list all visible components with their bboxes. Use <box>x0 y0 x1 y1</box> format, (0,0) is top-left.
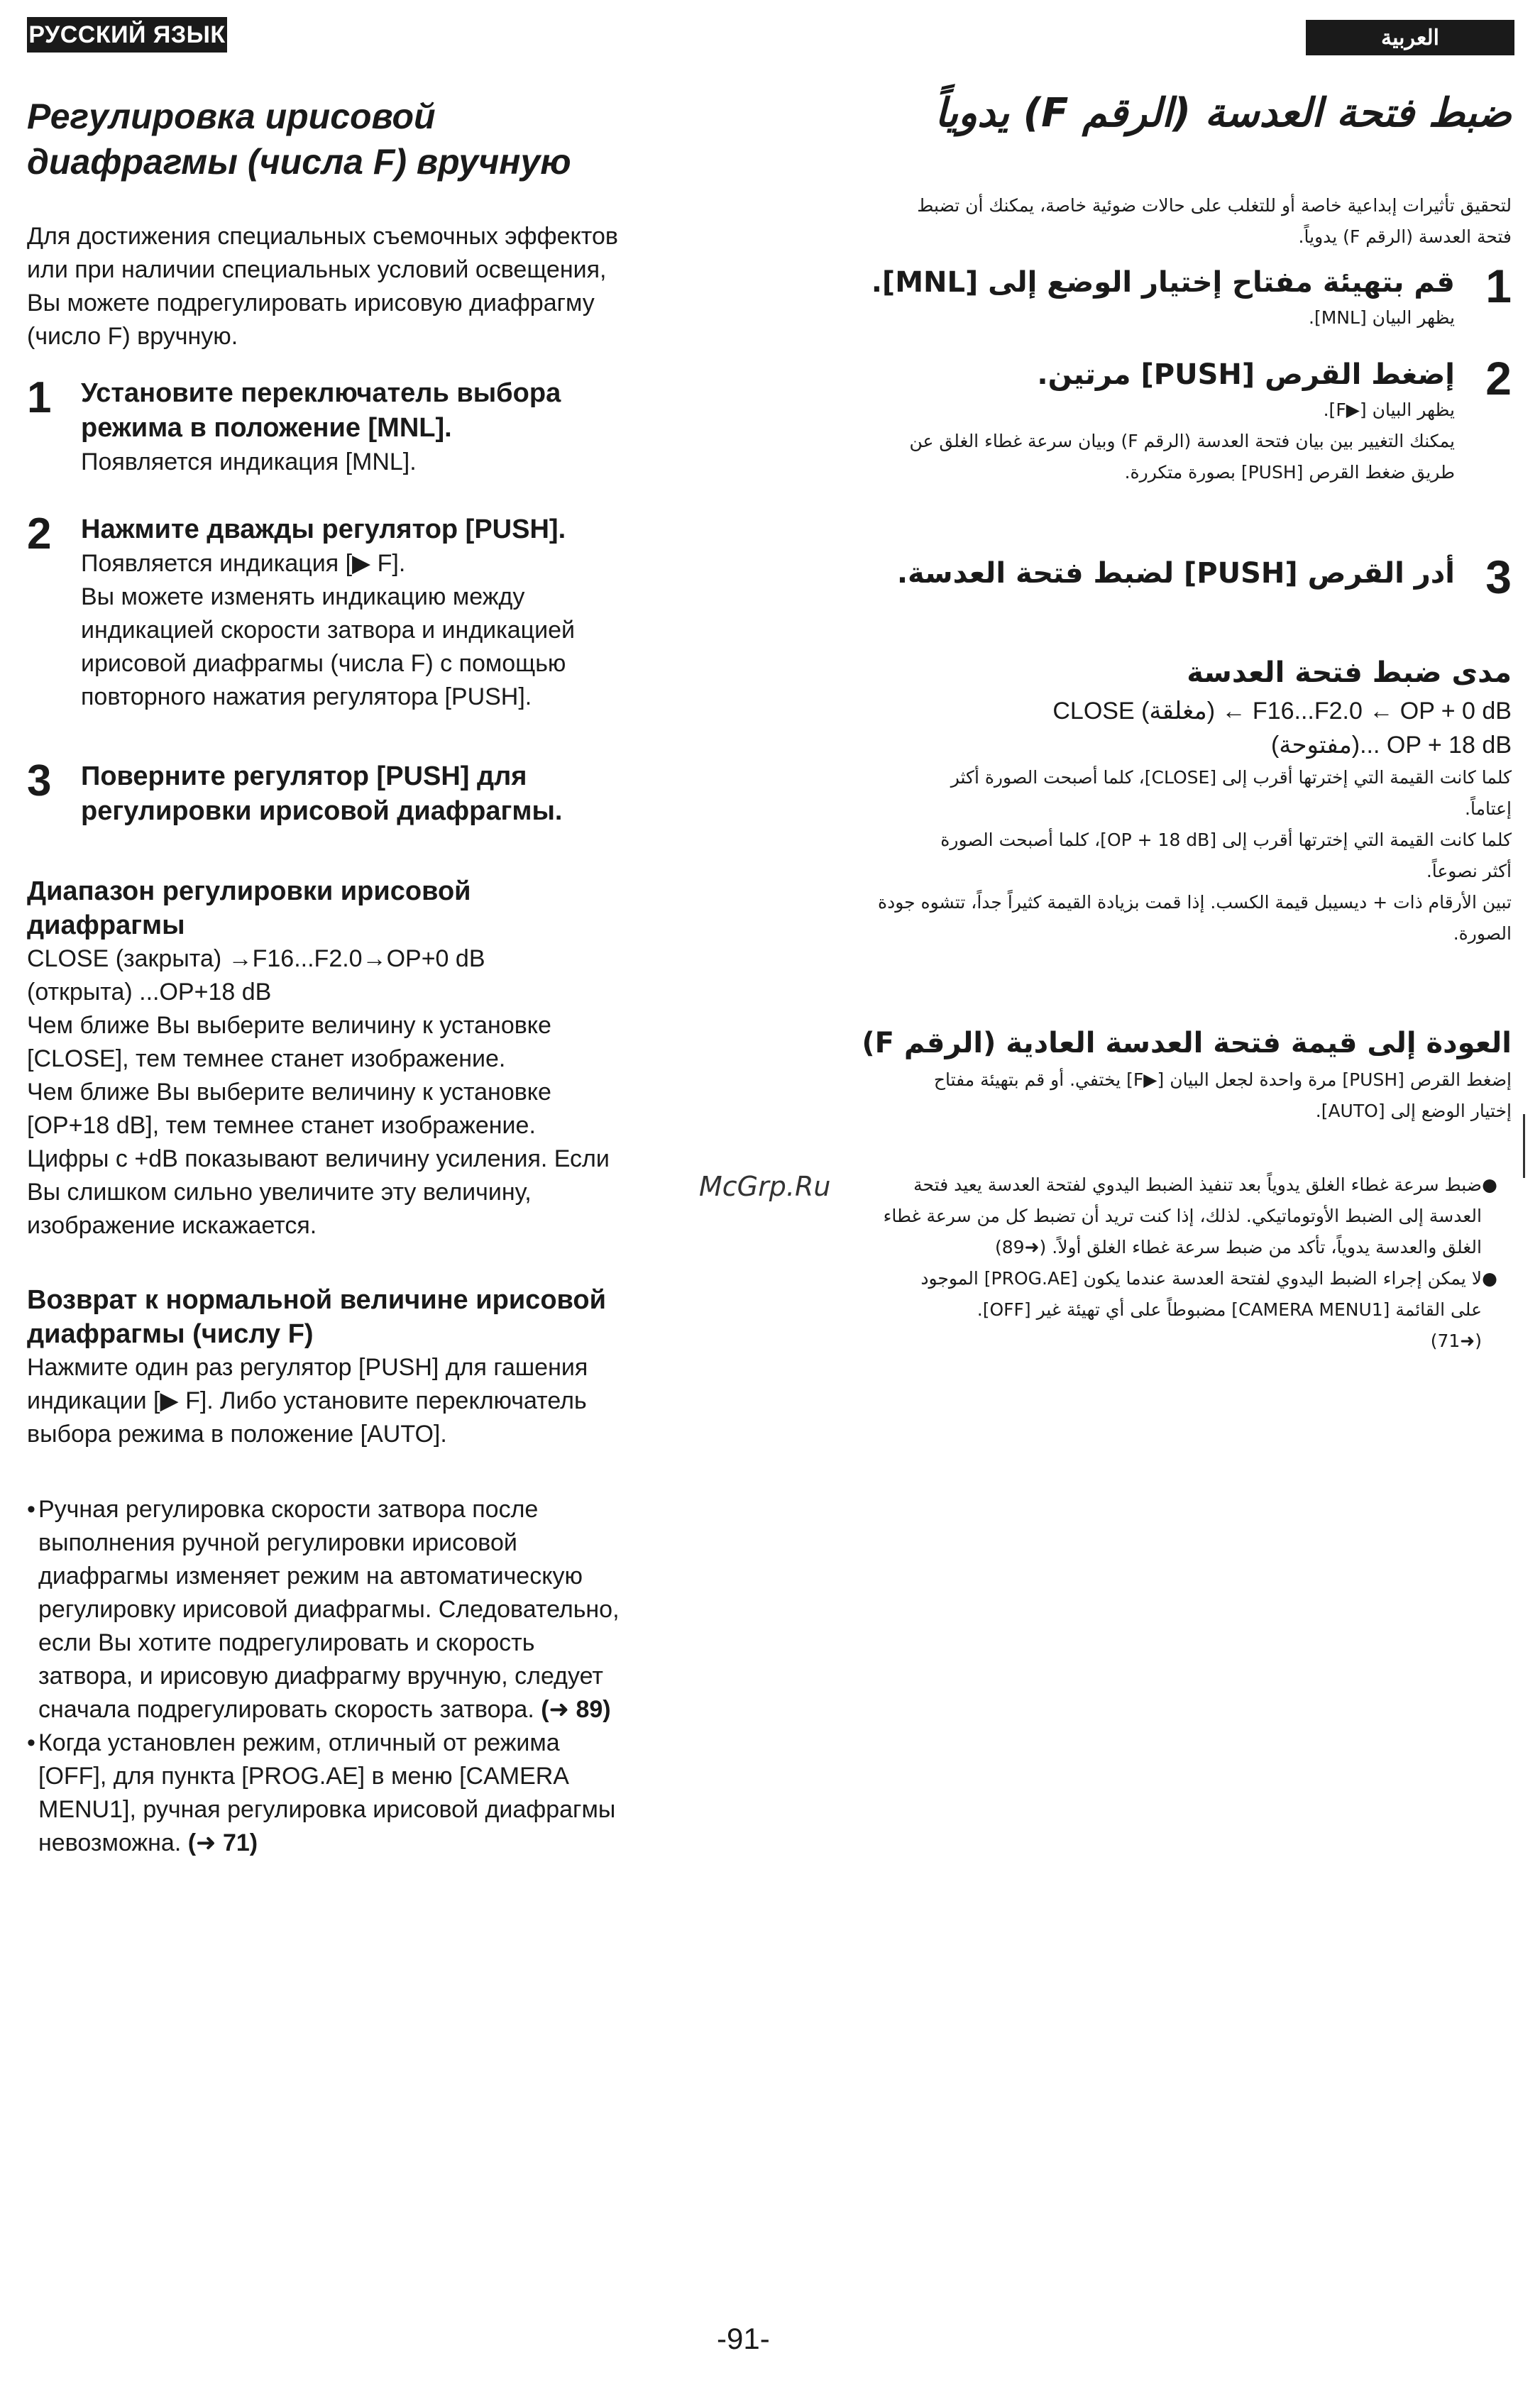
ru-notes <box>27 1493 701 1860</box>
ar-intro: لتحقيق تأثيرات إبداعية خاصة أو للتغلب على حالات ضوئية خاصة، يمكنك أن تضبط فتحة العدسة (الرقم F) يدوياً. <box>917 195 1512 247</box>
ru-intro: Для достижения специальных съемочных эффектов или при наличии специальных условий освещения, Вы можете подрегулировать ирисовую диафрагму (число F) вручную. <box>27 223 618 350</box>
page-reference: (➜ 89) <box>541 1696 611 1723</box>
ar-notes <box>852 1169 1497 1357</box>
step-number: 2 <box>27 510 52 558</box>
language-badge-russian: РУССКИЙ ЯЗЫК <box>27 17 227 53</box>
ar-return-heading: العودة إلى قيمة فتحة العدسة العادية (الرقم F) <box>862 1027 1512 1059</box>
ar-range-section: مدى ضبط فتحة العدسة CLOSE (مغلقة) ← F16...F2.0 ← OP + 0 dB (مفتوحة)... OP + 18 dB كلما كانت القيمة التي إخترتها أقرب إلى [CLOSE]، كلما أصبحت الصورة أكثر إعتاماً. كلما كانت القيمة التي إخترتها أقرب إلى [OP + 18 dB]، كلما أصبحت الصورة أكثر نصوعاً. تبين الأرقام ذات + ديسيبل قيمة الكسب. إذا قمت بزيادة القيمة كثيراً جداً، تتشوه جودة الصورة. <box>852 651 1512 949</box>
ar-return-section: العودة إلى قيمة فتحة العدسة العادية (الرقم F) إضغط القرص [PUSH] مرة واحدة لجعل البيان [▶F] يختفي. أو قم بتهيئة مفتاح إختيار الوضع إلى [AUTO]. <box>830 1022 1512 1127</box>
ru-page-title: Регулировка ирисовой диафрагмы (числа F) вручную <box>27 97 571 182</box>
step-number: 1 <box>27 373 52 422</box>
ar-step-3 <box>852 551 1512 603</box>
step-number: 3 <box>1485 551 1512 603</box>
ar-range-scale: (مفتوحة)... OP + 18 dB <box>1270 732 1512 759</box>
ar-range-heading: مدى ضبط فتحة العدسة <box>1187 656 1512 689</box>
step-heading: إضغط القرص [PUSH] مرتين. <box>1037 358 1455 391</box>
ru-step-1: 1 Установите переключатель выбора режима в положение [MNL]. Появляется индикация [MNL]. <box>27 376 701 479</box>
page-reference: (➜ 71) <box>187 1829 258 1856</box>
ar-step-2: 2 إضغط القرص [PUSH] مرتين. يظهر البيان [▶F]. يمكنك التغيير بين بيان فتحة العدسة (الرقم F) وبيان سرعة غطاء الغلق عن طريق ضغط القرص [PUSH] بصورة متكررة. <box>852 355 1512 488</box>
step-heading: قم بتهيئة مفتاح إختيار الوضع إلى [MNL]. <box>871 266 1455 299</box>
step-heading: Нажмите дважды регулятор [PUSH]. <box>81 514 566 544</box>
ru-step-3 <box>27 756 701 829</box>
ar-note-1: ● ضبط سرعة غطاء الغلق يدوياً بعد تنفيذ الضبط اليدوي لفتحة العدسة يعيد فتحة العدسة إلى الضبط الأوتوماتيكي. لذلك، إذا كنت تريد أن تضبط كل من سرعة غطاء الغلق والعدسة يدوياً، تأكد من ضبط سرعة غطاء الغلق أولاً. (➜89) <box>852 1169 1497 1263</box>
ru-return-text: Нажмите один раз регулятор [PUSH] для гашения индикации [▶ F]. Либо установите переключатель выбора режима в положение [AUTO]. <box>27 1354 588 1448</box>
step-heading: أدر القرص [PUSH] لضبط فتحة العدسة. <box>896 557 1455 590</box>
watermark: McGrp.Ru <box>699 1171 831 1202</box>
page-number: -91- <box>717 2322 770 2355</box>
ru-range-section <box>27 874 701 1243</box>
bullet-dot-icon: ● <box>1482 1268 1497 1289</box>
bullet-dot-icon: • <box>27 1729 35 1756</box>
ar-range-scale: CLOSE (مغلقة) ← F16...F2.0 ← OP + 0 dB <box>1052 698 1512 725</box>
ru-return-section <box>27 1283 701 1451</box>
bullet-dot-icon: ● <box>1482 1174 1497 1195</box>
ru-range-heading: Диапазон регулировки ирисовой диафрагмы <box>27 876 471 940</box>
ar-page-title: ضبط فتحة العدسة (الرقم F) يدوياً <box>935 90 1512 136</box>
ru-note-1: • Ручная регулировка скорости затвора после выполнения ручной регулировки ирисовой диафрагмы изменяет режим на автоматическую регулировку ирисовой диафрагмы. Следовательно, если Вы хотите подрегулировать и скорость затвора, и ирисовую диафрагму вручную, следует сначала подрегулировать скорость затвора. (➜ 89) <box>27 1493 701 1727</box>
ar-note-2: ● لا يمكن إجراء الضبط اليدوي لفتحة العدسة عندما يكون [PROG.AE] الموجود على القائمة [CAMERA MENU1] مضبوطاً على أي تهيئة غير [OFF]. (➜71) <box>852 1263 1497 1357</box>
step-number: 3 <box>27 756 52 805</box>
language-badge-arabic: العربية <box>1306 20 1514 55</box>
ar-step-1: 1 قم بتهيئة مفتاح إختيار الوضع إلى [MNL]. يظهر البيان [MNL]. <box>852 263 1512 334</box>
step-number: 1 <box>1485 260 1512 312</box>
margin-rule <box>1523 1114 1525 1178</box>
step-heading: Установите переключатель выбора режима в положение [MNL]. <box>81 378 561 443</box>
ru-note-2: • Когда установлен режим, отличный от режима [OFF], для пункта [PROG.AE] в меню [CAMERA MENU1], ручная регулировка ирисовой диафрагмы невозможна. (➜ 71) <box>27 1727 701 1860</box>
step-number: 2 <box>1485 352 1512 404</box>
ru-range-text: CLOSE (закрыта) →F16...F2.0→OP+0 dB (открыта) ...OP+18 dB Чем ближе Вы выберите величину к установке [CLOSE], тем темнее станет изображение. Чем ближе Вы выберите величину к установке [OP+18 dB], тем темнее станет изображение. Цифры с +dB показывают величину усиления. Если Вы слишком сильно увеличите эту величину, изображение искажается. <box>27 945 610 1239</box>
step-heading: Поверните регулятор [PUSH] для регулировки ирисовой диафрагмы. <box>81 761 563 826</box>
ru-return-heading: Возврат к нормальной величине ирисовой диафрагмы (числу F) <box>27 1285 606 1349</box>
bullet-dot-icon: • <box>27 1496 35 1523</box>
ru-step-2: 2 Нажмите дважды регулятор [PUSH]. Появляется индикация [▶ F]. Вы можете изменять индикацию между индикацией скорости затвора и индикацией ирисовой диафрагмы (числа F) с помощью повторного нажатия регулятора [PUSH]. <box>27 512 701 714</box>
